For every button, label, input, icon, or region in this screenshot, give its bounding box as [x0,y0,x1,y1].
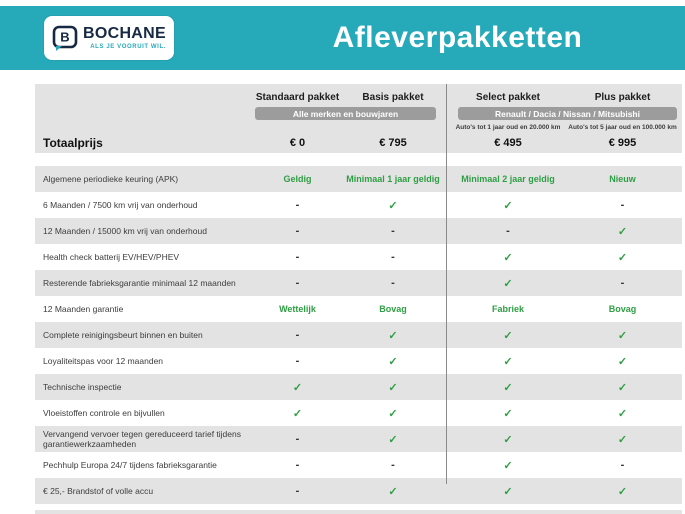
table-row [35,400,682,426]
row-label: Algemene periodieke keuring (APK) [43,174,179,184]
check-icon: ✓ [388,329,398,342]
dash-mark: - [295,225,300,237]
feature-value: Bovag [379,304,407,314]
dash-mark: - [506,225,510,237]
dash-mark: - [620,199,625,211]
feature-value: Minimaal 1 jaar geldig [346,174,440,184]
row-label: Vervangend vervoer tegen gereduceerd tarief tijdens garantiewerkzaamheden [43,429,241,449]
check-icon: ✓ [503,277,513,290]
column-divider [446,84,447,484]
dash-mark: - [295,199,300,211]
dash-mark: - [391,459,395,471]
table-row [35,374,682,400]
column-header-select: Select pakket [476,91,540,103]
check-icon: ✓ [388,407,398,420]
header-bar [0,6,685,70]
table-row [35,218,682,244]
row-label: Resterende fabrieksgarantie minimaal 12 maanden [43,278,236,288]
feature-rows [35,166,682,504]
table-row [35,244,682,270]
check-icon: ✓ [388,381,398,394]
dash-mark: - [295,433,300,445]
brand-tagline: ALS JE VOORUIT WIL. [90,44,166,50]
check-icon: ✓ [503,199,513,212]
check-icon: ✓ [388,199,398,212]
check-icon: ✓ [617,329,628,342]
row-label: Complete reinigingsbeurt binnen en buiten [43,330,203,340]
total-price-row [35,133,682,153]
column-headers-row [35,88,682,106]
row-label: € 25,- Brandstof of volle accu [43,486,154,496]
dash-mark: - [620,277,625,289]
feature-value: Nieuw [609,174,636,184]
total-price-standaard: € 0 [289,137,306,149]
group-badges-row [35,106,682,121]
check-icon: ✓ [617,225,628,238]
dash-mark: - [295,251,300,263]
column-notes-row [35,121,682,133]
dash-mark: - [620,459,625,471]
page-title: Afleverpakketten [332,21,583,54]
check-icon: ✓ [503,251,513,264]
check-icon: ✓ [617,407,628,420]
dash-mark: - [295,355,300,367]
bochane-b-icon [52,25,78,51]
table-row [35,348,682,374]
row-label: Pechhulp Europa 24/7 tijdens fabrieksgarantie [43,460,217,470]
footer-strip [35,510,682,514]
check-icon: ✓ [292,381,303,394]
column-header-basis: Basis pakket [362,91,424,103]
row-label: Loyaliteitspas voor 12 maanden [43,356,164,366]
check-icon: ✓ [617,433,628,446]
check-icon: ✓ [503,407,513,420]
column-header-standaard: Standaard pakket [255,91,340,103]
row-label: 6 Maanden / 7500 km vrij van onderhoud [43,200,198,210]
check-icon: ✓ [617,355,628,368]
svg-text:B: B [60,29,70,45]
check-icon: ✓ [503,381,513,394]
row-label: 12 Maanden garantie [43,304,124,314]
group-badge-renault-group: Renault / Dacia / Nissan / Mitsubishi [458,107,677,120]
check-icon: ✓ [503,485,513,498]
dash-mark: - [295,459,300,471]
group-badge-all-brands: Alle merken en bouwjaren [255,107,436,120]
feature-value: Minimaal 2 jaar geldig [461,174,555,184]
table-row [35,270,682,296]
brand-text [83,26,166,50]
row-label: Technische inspectie [43,382,122,392]
dash-mark: - [391,277,395,289]
dash-mark: - [295,485,300,497]
check-icon: ✓ [388,433,398,446]
table-row [35,296,682,322]
check-icon: ✓ [503,355,513,368]
dash-mark: - [391,251,395,263]
column-note-select: Auto's tot 1 jaar oud en 20.000 km [455,123,561,131]
check-icon: ✓ [503,329,513,342]
check-icon: ✓ [388,485,398,498]
brand-name: BOCHANE [83,25,166,42]
packages-table [35,84,682,514]
feature-value: Bovag [608,304,637,314]
check-icon: ✓ [503,433,513,446]
bochane-logo [44,16,174,60]
dash-mark: - [391,225,395,237]
total-price-basis: € 795 [379,137,407,149]
check-icon: ✓ [617,485,628,498]
row-label: 12 Maanden / 15000 km vrij van onderhoud [43,226,207,236]
column-header-plus: Plus pakket [594,91,651,103]
check-icon: ✓ [503,459,513,472]
column-note-plus: Auto's tot 5 jaar oud en 100.000 km [568,123,677,131]
feature-value: Geldig [283,174,312,184]
dash-mark: - [295,277,300,289]
table-row [35,426,682,452]
check-icon: ✓ [388,355,398,368]
total-price-plus: € 995 [608,137,637,149]
total-price-label: Totaalprijs [43,136,103,150]
check-icon: ✓ [617,381,628,394]
check-icon: ✓ [292,407,303,420]
table-row [35,322,682,348]
table-row [35,166,682,192]
dash-mark: - [295,329,300,341]
table-header [35,84,682,153]
row-label: Health check batterij EV/HEV/PHEV [43,252,180,262]
feature-value: Fabriek [491,304,524,314]
table-row [35,452,682,478]
feature-value: Wettelijk [279,304,316,314]
table-row [35,192,682,218]
total-price-select: € 495 [494,137,522,149]
table-row [35,478,682,504]
check-icon: ✓ [617,251,628,264]
row-label: Vloeistoffen controle en bijvullen [43,408,165,418]
